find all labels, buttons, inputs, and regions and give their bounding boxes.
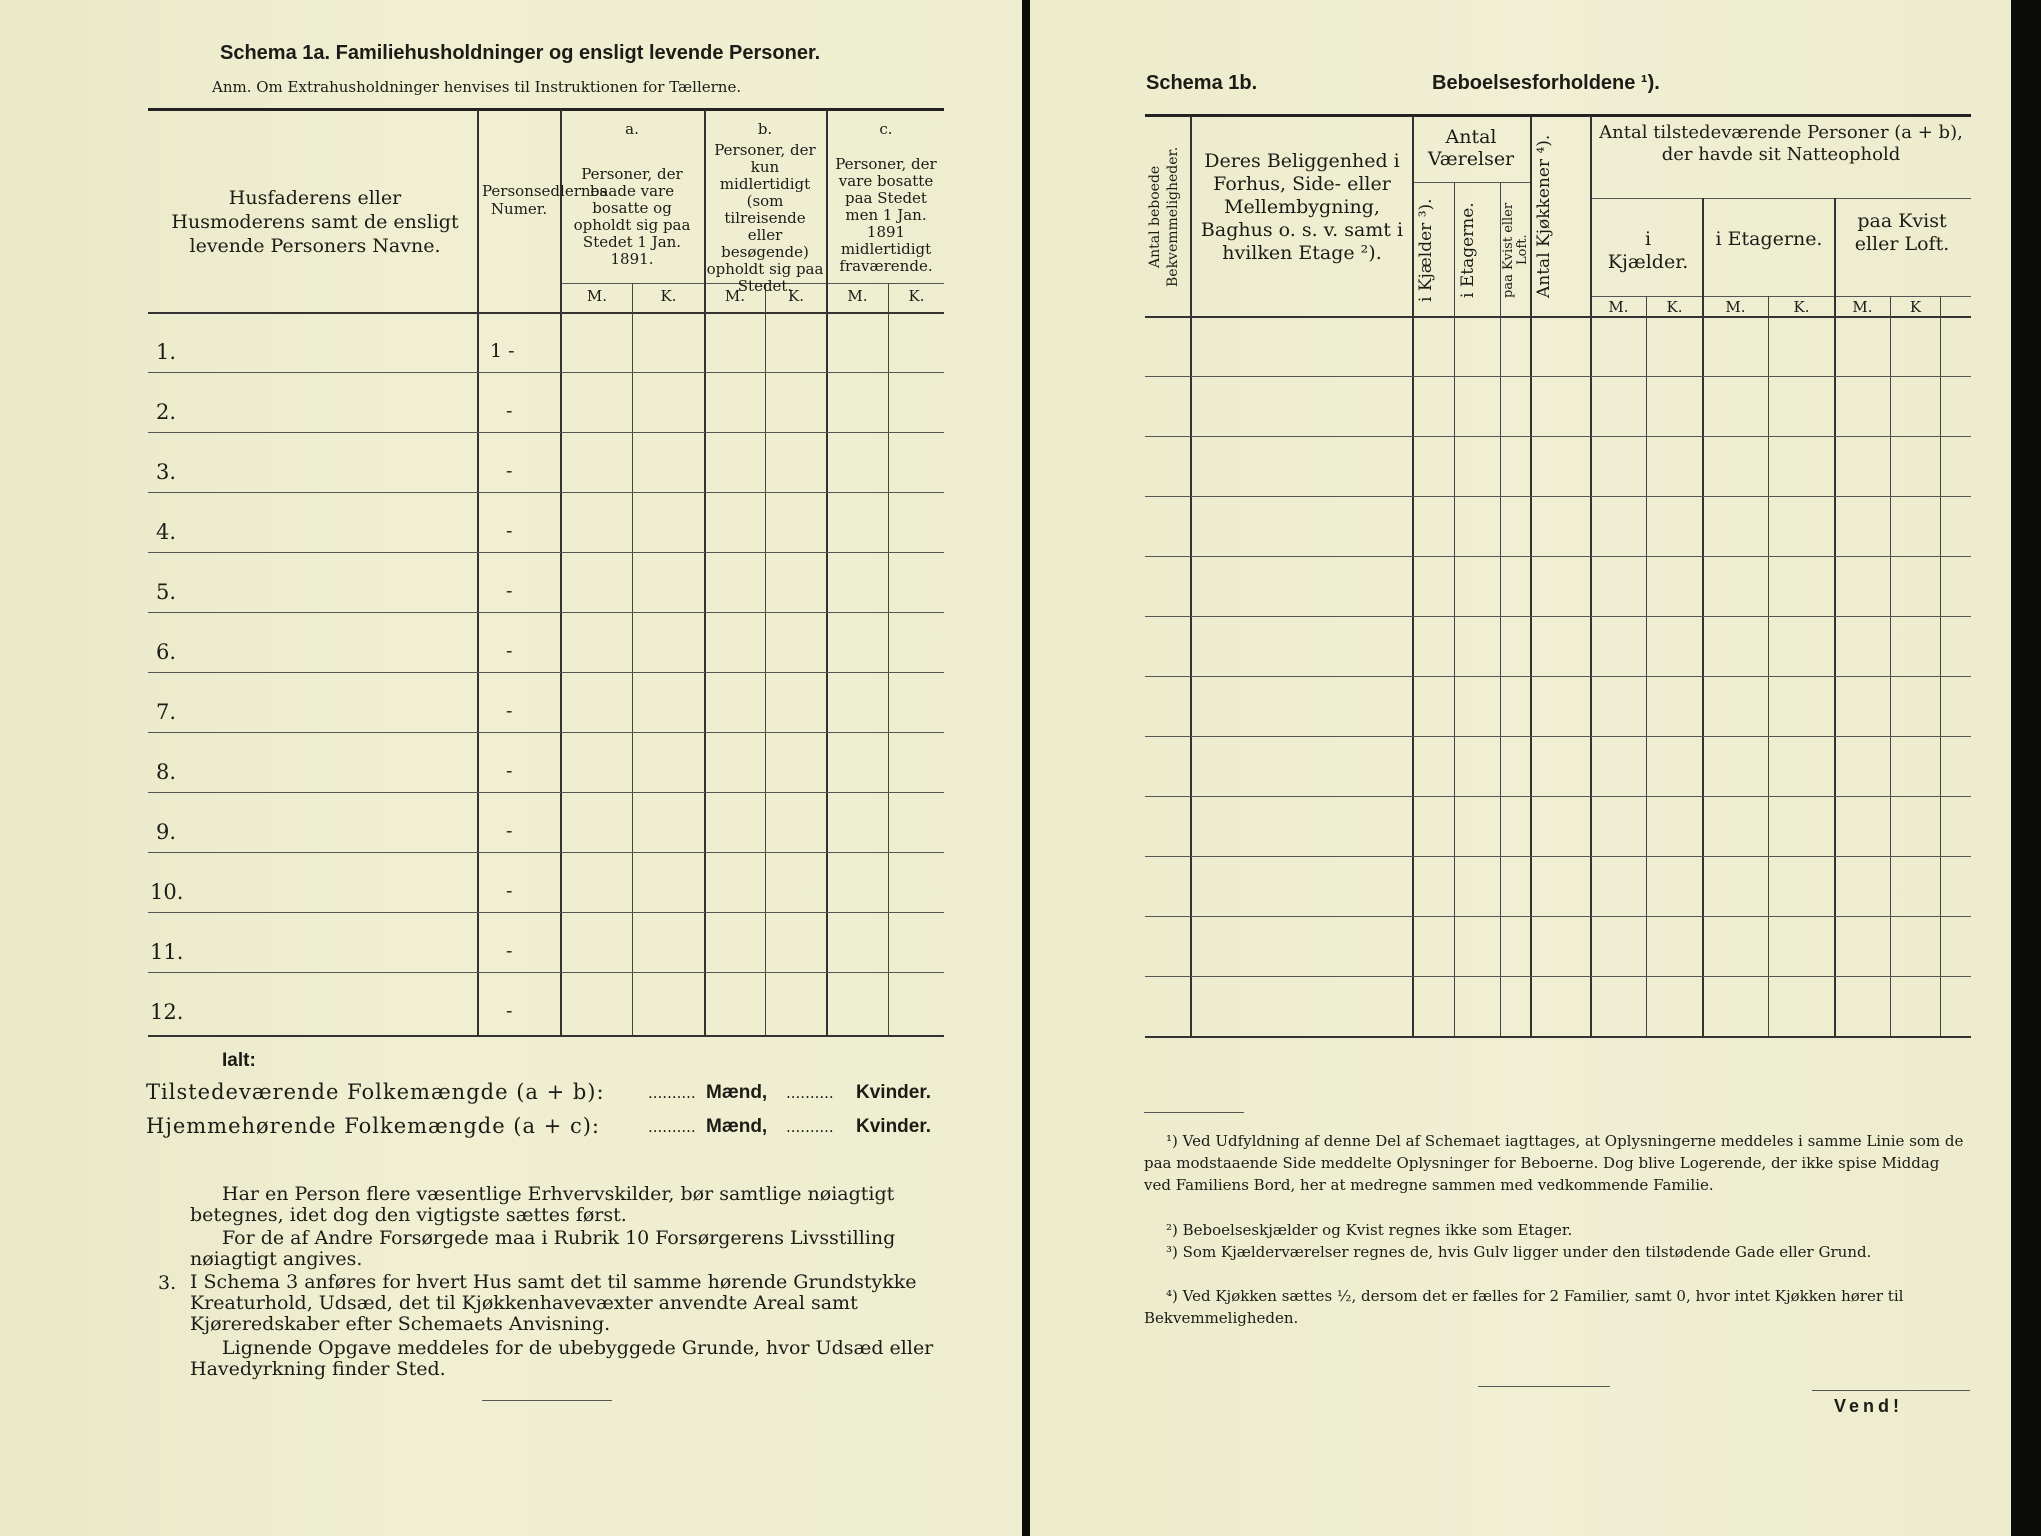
row-number: 9. xyxy=(156,820,177,844)
col-kj-m: M. xyxy=(1608,298,1629,316)
header-tilstede: Antal tilstedeværende Personer (a + b), der havde sit Natteophold xyxy=(1599,122,1963,165)
total2-maend: Mænd, xyxy=(706,1116,768,1137)
row-person-number: - xyxy=(506,580,513,602)
header-a-letter: a. xyxy=(625,120,639,138)
header-beliggenhed: Deres Beliggenhed i Forhus, Side- eller Mellembygning, Baghus o. s. v. samt i hvilken Etage ²). xyxy=(1200,150,1404,264)
col-b-k: K. xyxy=(788,287,804,305)
row-number: 3. xyxy=(156,460,177,484)
right-header-bottom-rule xyxy=(1145,316,1971,318)
row-person-number: - xyxy=(506,820,513,842)
header-vaerelser: Antal Værelser xyxy=(1427,126,1515,170)
col-a-m: M. xyxy=(586,287,608,305)
header-etagerne: i Etagerne. xyxy=(1458,202,1478,298)
instruction-3: I Schema 3 anføres for hvert Hus samt det til samme hørende Grundstykke Kreaturhold, Udsæd, det til Kjøkkenhavevæxter anvendte Areal samt Kjøreredskaber efter Schemaets Anvisning. xyxy=(190,1271,917,1335)
col-b-m: M. xyxy=(724,287,746,305)
header-a-text: Personer, der baade vare bosatte og opholdt sig paa Stedet 1 Jan. 1891. xyxy=(573,165,691,268)
right-title-right: Beboelsesforholdene ¹). xyxy=(1432,72,1660,94)
header-i-etagerne: i Etagerne. xyxy=(1715,228,1823,250)
row-number: 2. xyxy=(156,400,177,424)
col-kj-k: K. xyxy=(1666,298,1683,316)
row-person-number: 1 - xyxy=(490,340,515,362)
row-number: 6. xyxy=(156,640,177,664)
total2-dots-k: .......... xyxy=(786,1118,834,1136)
row-person-number: - xyxy=(506,940,513,962)
row-number: 10. xyxy=(150,880,184,904)
total1-kvinder: Kvinder. xyxy=(856,1082,931,1103)
total2-label: Hjemmehørende Folkemængde (a + c): xyxy=(146,1114,600,1138)
total1-dots-m: .......... xyxy=(648,1084,696,1102)
header-i-kjaelder: i Kjælder. xyxy=(1607,228,1689,273)
instruction-3-number: 3. xyxy=(158,1272,177,1294)
row-number: 11. xyxy=(150,940,184,964)
right-page xyxy=(1030,0,2011,1536)
col-et-m: M. xyxy=(1725,298,1746,316)
row-number: 4. xyxy=(156,520,177,544)
header-c-text: Personer, der vare bosatte paa Stedet men 1 Jan. 1891 midlertidigt fraværende. xyxy=(835,155,937,275)
footnote-1: ¹) Ved Udfyldning af denne Del af Schemaet iagttages, at Oplysningerne meddeles i samme Linie som de paa modstaaende Side meddelte Oplysninger for Beboerne. Dog blive Logerende, der ikke spise Middag ved Familiens Bord, her at medregne sammen med vedkommende Familie. xyxy=(1144,1132,1964,1194)
ialt-label: Ialt: xyxy=(222,1050,256,1071)
header-names: Husfaderens eller Husmoderens samt de ensligt levende Personers Navne. xyxy=(171,187,459,257)
left-note: Anm. Om Extrahusholdninger henvises til Instruktionen for Tællerne. xyxy=(212,78,742,96)
header-kjokkener: Antal Kjøkkener ⁴). xyxy=(1534,134,1554,298)
header-paa-kvist: paa Kvist eller Loft. xyxy=(1854,210,1950,255)
row-person-number: - xyxy=(506,520,513,542)
col-a-k: K. xyxy=(660,287,677,305)
header-b-letter: b. xyxy=(757,120,773,138)
row-number: 5. xyxy=(156,580,177,604)
row-number: 1. xyxy=(156,340,177,364)
row-person-number: - xyxy=(506,400,513,422)
row-person-number: - xyxy=(506,880,513,902)
footnote-2: ²) Beboelseskjælder og Kvist regnes ikke som Etager. xyxy=(1166,1221,1573,1239)
row-person-number: - xyxy=(506,700,513,722)
right-title-left: Schema 1b. xyxy=(1146,72,1258,94)
right-table-top-rule xyxy=(1145,114,1971,117)
total1-dots-k: .......... xyxy=(786,1084,834,1102)
instruction-2: For de af Andre Forsørgede maa i Rubrik 10 Forsørgerens Livsstilling nøiagtigt angives. xyxy=(190,1227,896,1270)
col-kv-k: K xyxy=(1909,298,1922,316)
row-person-number: - xyxy=(506,760,513,782)
row-number: 7. xyxy=(156,700,177,724)
end-rule xyxy=(482,1400,612,1401)
header-bekvem: Antal beboede Bekvemmeligheder. xyxy=(1147,146,1181,288)
header-kvist: paa Kvist eller Loft. xyxy=(1501,202,1530,298)
left-title: Schema 1a. Familiehusholdninger og ensligt levende Personer. xyxy=(220,42,821,64)
header-b-text: Personer, der kun midlertidigt (som tilreisende eller besøgende) opholdt sig paa Stedet. xyxy=(706,141,824,295)
col-c-m: M. xyxy=(847,287,868,305)
row-number: 12. xyxy=(150,1000,184,1024)
footnote-rule xyxy=(1144,1112,1244,1113)
header-number: Personsedlernes Numer. xyxy=(482,182,608,218)
row-number: 8. xyxy=(156,760,177,784)
instruction-1: Har en Person flere væsentlige Erhvervskilder, bør samtlige nøiagtigt betegnes, idet dog den vigtigste sættes først. xyxy=(190,1183,895,1226)
footnote-4: ⁴) Ved Kjøkken sættes ½, dersom det er fælles for 2 Familier, samt 0, hvor intet Kjøkken hører til Bekvemmeligheden. xyxy=(1144,1287,1904,1327)
table-top-rule xyxy=(148,108,944,111)
total2-dots-m: .......... xyxy=(648,1118,696,1136)
vend-label: Vend! xyxy=(1834,1396,1904,1416)
row-person-number: - xyxy=(506,640,513,662)
row-person-number: - xyxy=(506,1000,513,1022)
col-c-k: K. xyxy=(908,287,925,305)
header-bottom-rule xyxy=(148,312,944,314)
total1-label: Tilstedeværende Folkemængde (a + b): xyxy=(146,1080,605,1104)
total2-kvinder: Kvinder. xyxy=(856,1116,931,1137)
instruction-4: Lignende Opgave meddeles for de ubebyggede Grunde, hvor Udsæd eller Havedyrkning finder Sted. xyxy=(190,1337,934,1380)
row-person-number: - xyxy=(506,460,513,482)
footnote-3: ³) Som Kjælderværelser regnes de, hvis Gulv ligger under den tilstødende Gade eller Grund. xyxy=(1166,1243,1872,1261)
header-c-letter: c. xyxy=(879,120,893,138)
col-kv-m: M. xyxy=(1852,298,1873,316)
total1-maend: Mænd, xyxy=(706,1082,768,1103)
header-kjaelder: i Kjælder ³). xyxy=(1416,198,1436,302)
col-et-k: K. xyxy=(1793,298,1810,316)
